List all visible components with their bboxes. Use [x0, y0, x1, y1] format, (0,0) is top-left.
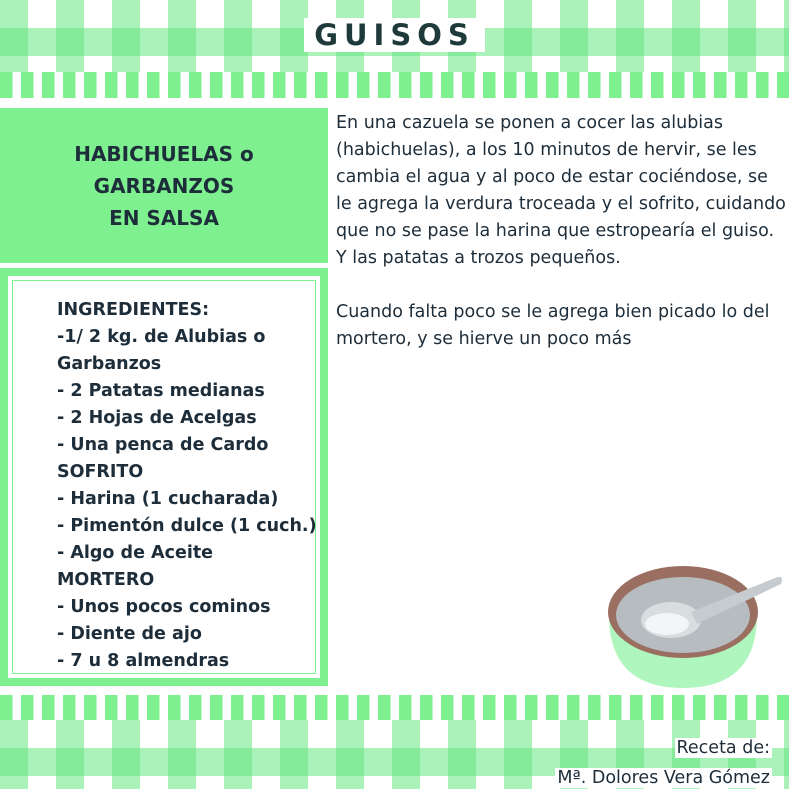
top-stripe-border	[0, 72, 789, 98]
ingredient-section-mortero: MORTERO	[57, 570, 155, 590]
recipe-credit	[555, 733, 772, 793]
ingredient-section-sofrito: SOFRITO	[57, 462, 144, 482]
ingredient-item: Garbanzos	[57, 354, 162, 374]
ingredients-heading: INGREDIENTES:	[57, 300, 210, 320]
instructions-paragraph-1: En una cazuela se ponen a cocer las alubias (habichuelas), a los 10 minutos de hervir, se les cambia el agua y al poco de estar cociéndose, se le agrega la verdura troceada y el sofrito, cuidando que no se pase la harina que estropearía el guiso.	[336, 113, 786, 241]
dish-name-line-1: HABICHUELAS o	[74, 141, 254, 166]
ingredient-item: - Pimentón dulce (1 cuch.)	[57, 516, 317, 536]
ingredient-item: - Harina (1 cucharada)	[57, 489, 279, 509]
page-title-text: GUISOS	[304, 18, 485, 52]
header-gap	[0, 98, 789, 108]
bottom-stripe-border	[0, 695, 789, 721]
ingredient-item: - Unos pocos cominos	[57, 597, 271, 617]
credit-label: Receta de:	[676, 738, 770, 758]
ingredient-item: - Diente de ajo	[57, 624, 202, 644]
page-title	[0, 18, 789, 52]
ingredient-item: - 2 Patatas medianas	[57, 381, 265, 401]
dish-name-line-3: EN SALSA	[109, 205, 219, 230]
ingredient-item: -1/ 2 kg. de Alubias o	[57, 327, 266, 347]
instructions-text	[336, 110, 788, 353]
ingredient-item: - 7 u 8 almendras	[57, 651, 230, 671]
ingredients-list	[57, 297, 327, 675]
paragraph-gap	[336, 272, 788, 299]
spoon-highlight	[645, 613, 689, 635]
instructions-paragraph-3: Cuando falta poco se le agrega bien picado lo del mortero, y se hierve un poco más	[336, 302, 770, 349]
ingredient-item: - 2 Hojas de Acelgas	[57, 408, 257, 428]
dish-name-line-2: GARBANZOS	[93, 173, 235, 198]
bowl-with-spoon-icon	[605, 560, 785, 690]
ingredient-item: - Algo de Aceite	[57, 543, 214, 563]
credit-author: Mª. Dolores Vera Gómez	[557, 768, 770, 788]
ingredient-item: - Una penca de Cardo	[57, 435, 269, 455]
dish-name-box	[0, 108, 328, 263]
instructions-paragraph-2: Y las patatas a trozos pequeños.	[336, 248, 621, 268]
